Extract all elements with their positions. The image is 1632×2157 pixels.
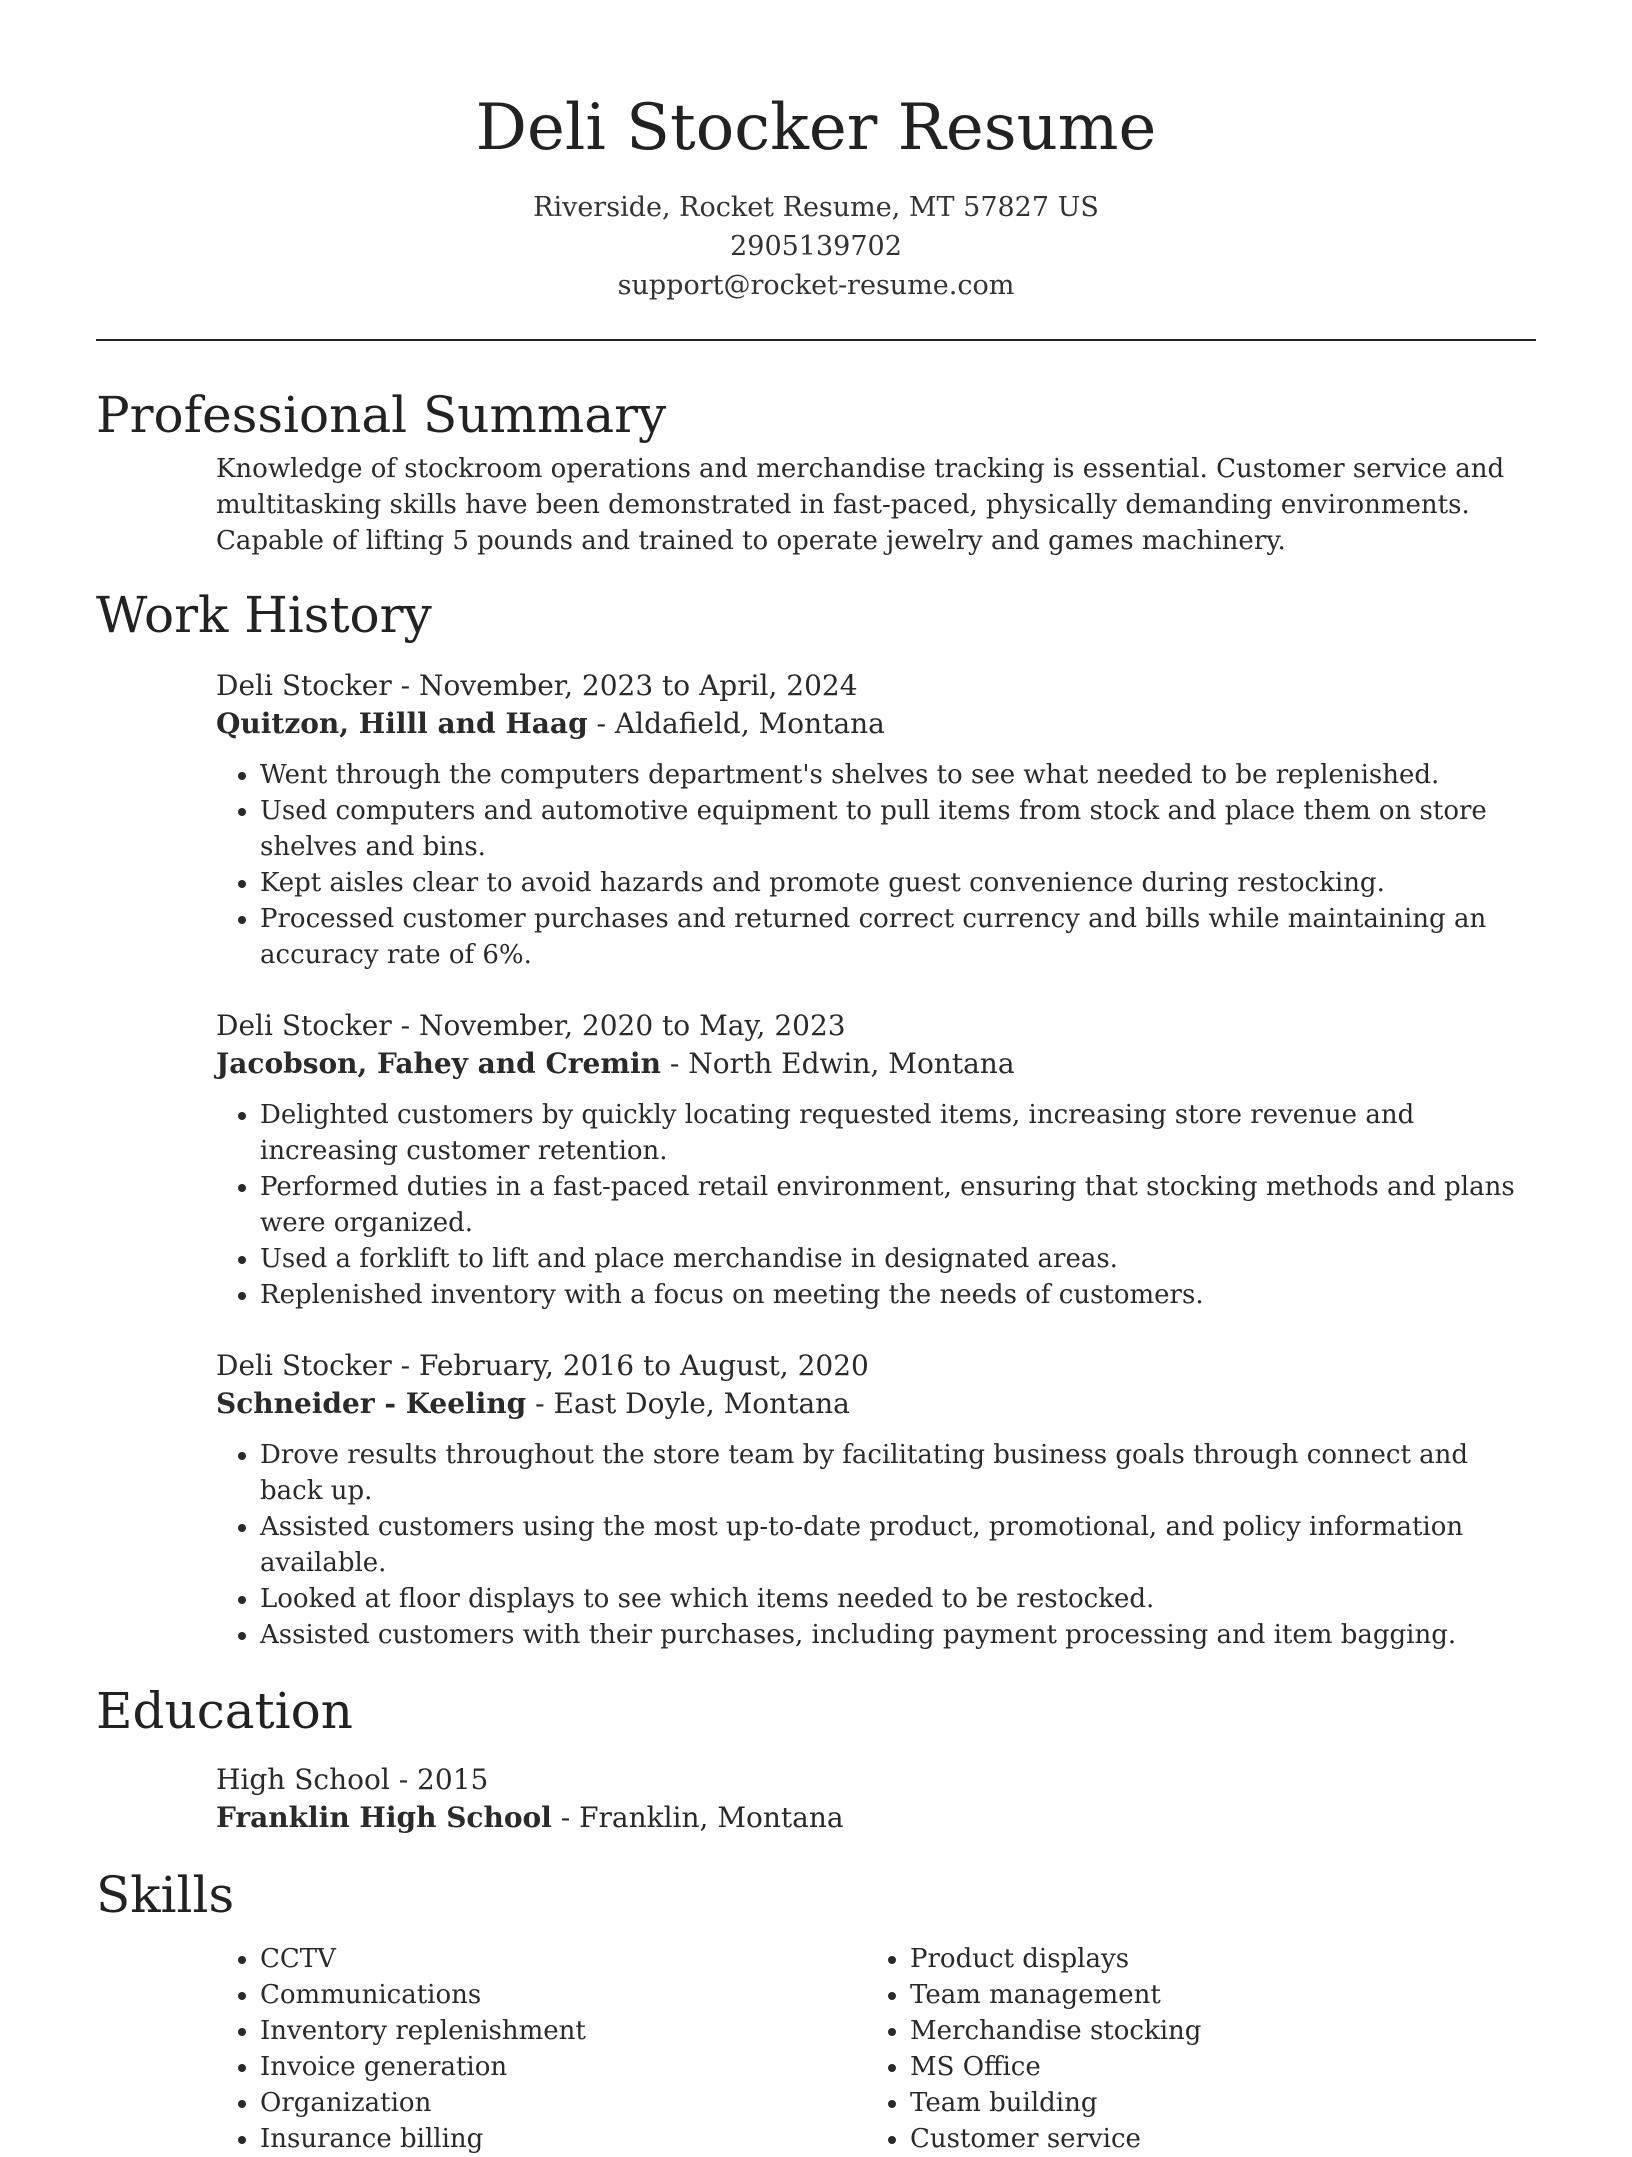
header-divider: [96, 339, 1536, 341]
list-item: • Assisted customers with their purchases, including payment processing and item bagging.: [260, 1617, 1536, 1653]
skill-item: • Product displays: [910, 1941, 1516, 1977]
skill-item: • MS Office: [910, 2049, 1516, 2085]
list-item: • Assisted customers using the most up-to-date product, promotional, and policy information available.: [260, 1509, 1536, 1581]
section-professional-summary: [96, 383, 1536, 559]
job-duties-list: [216, 1097, 1536, 1313]
job-company: Jacobson, Fahey and Cremin: [216, 1047, 661, 1080]
education-degree: High School: [216, 1763, 390, 1796]
section-skills: [96, 1863, 1536, 2157]
job-company-line: [216, 1385, 1536, 1423]
education-degree-line: [216, 1761, 1536, 1799]
list-item: • Used a forklift to lift and place merchandise in designated areas.: [260, 1241, 1536, 1277]
skill-item: • Customer service: [910, 2121, 1516, 2157]
contact-email: support@rocket-resume.com: [617, 270, 1015, 301]
job-company-line: [216, 1045, 1536, 1083]
job-role: Deli Stocker: [216, 1009, 392, 1042]
job-dates: - November, 2020 to May, 2023: [391, 1009, 846, 1042]
section-work-history: [96, 583, 1536, 1653]
section-title-education: Education: [96, 1682, 353, 1740]
job-location: - North Edwin, Montana: [660, 1047, 1015, 1080]
list-item: • Replenished inventory with a focus on meeting the needs of customers.: [260, 1277, 1536, 1313]
resume-title: Deli Stocker Resume: [475, 91, 1157, 165]
skill-item: • Invoice generation: [260, 2049, 866, 2085]
skills-column-left: [216, 1941, 866, 2157]
contact-info: [96, 188, 1536, 305]
job-company-line: [216, 705, 1536, 743]
list-item: • Performed duties in a fast-paced retail environment, ensuring that stocking methods and plans were organized.: [260, 1169, 1536, 1241]
education-school-line: [216, 1799, 1536, 1837]
job-entry: [216, 1347, 1536, 1653]
skill-item: • Inventory replenishment: [260, 2013, 866, 2049]
section-title-skills: Skills: [96, 1866, 235, 1924]
list-item: • Went through the computers department's shelves to see what needed to be replenished.: [260, 757, 1536, 793]
job-company: Quitzon, Hilll and Haag: [216, 707, 588, 740]
education-location: - Franklin, Montana: [551, 1801, 844, 1834]
job-role: Deli Stocker: [216, 669, 392, 702]
education-entry: [216, 1761, 1536, 1837]
contact-address: Riverside, Rocket Resume, MT 57827 US: [533, 192, 1099, 223]
job-company: Schneider - Keeling: [216, 1387, 527, 1420]
list-item: • Looked at floor displays to see which items needed to be restocked.: [260, 1581, 1536, 1617]
skill-item: • CCTV: [260, 1941, 866, 1977]
resume-header: [96, 0, 1536, 305]
section-education: [96, 1679, 1536, 1837]
skill-item: • Communications: [260, 1977, 866, 2013]
list-item: • Drove results throughout the store team by facilitating business goals through connect and back up.: [260, 1437, 1536, 1509]
job-duties-list: [216, 757, 1536, 973]
job-dates: - February, 2016 to August, 2020: [391, 1349, 869, 1382]
job-title-line: [216, 1007, 1536, 1045]
skill-item: • Insurance billing: [260, 2121, 866, 2157]
skill-item: • Team building: [910, 2085, 1516, 2121]
skill-item: • Team management: [910, 1977, 1516, 2013]
list-item: • Kept aisles clear to avoid hazards and promote guest convenience during restocking.: [260, 865, 1536, 901]
skill-item: • Merchandise stocking: [910, 2013, 1516, 2049]
job-title-line: [216, 667, 1536, 705]
job-title-line: [216, 1347, 1536, 1385]
job-location: - Aldafield, Montana: [587, 707, 885, 740]
section-title-summary: Professional Summary: [96, 386, 667, 444]
summary-text: Knowledge of stockroom operations and merchandise tracking is essential. Customer service and multitasking skills have been demonstrated in fast-paced, physically demanding environments. Capable of lifting 5 pounds and trained to operate jewelry and games machinery.: [216, 454, 1505, 556]
section-title-work: Work History: [96, 586, 432, 644]
skills-list: [866, 1941, 1516, 2157]
list-item: • Used computers and automotive equipment to pull items from stock and place them on store shelves and bins.: [260, 793, 1536, 865]
list-item: • Delighted customers by quickly locating requested items, increasing store revenue and increasing customer retention.: [260, 1097, 1536, 1169]
job-entry: [216, 1007, 1536, 1313]
job-role: Deli Stocker: [216, 1349, 392, 1382]
job-duties-list: [216, 1437, 1536, 1653]
contact-phone: 2905139702: [730, 231, 902, 262]
list-item: • Processed customer purchases and returned correct currency and bills while maintaining an accuracy rate of 6%.: [260, 901, 1536, 973]
job-location: - East Doyle, Montana: [526, 1387, 850, 1420]
skill-item: • Organization: [260, 2085, 866, 2121]
skills-list: [216, 1941, 866, 2157]
job-entry: [216, 667, 1536, 973]
skills-column-right: [866, 1941, 1516, 2157]
skills-grid: [216, 1941, 1536, 2157]
job-dates: - November, 2023 to April, 2024: [391, 669, 858, 702]
education-school: Franklin High School: [216, 1801, 552, 1834]
education-year: - 2015: [389, 1763, 489, 1796]
